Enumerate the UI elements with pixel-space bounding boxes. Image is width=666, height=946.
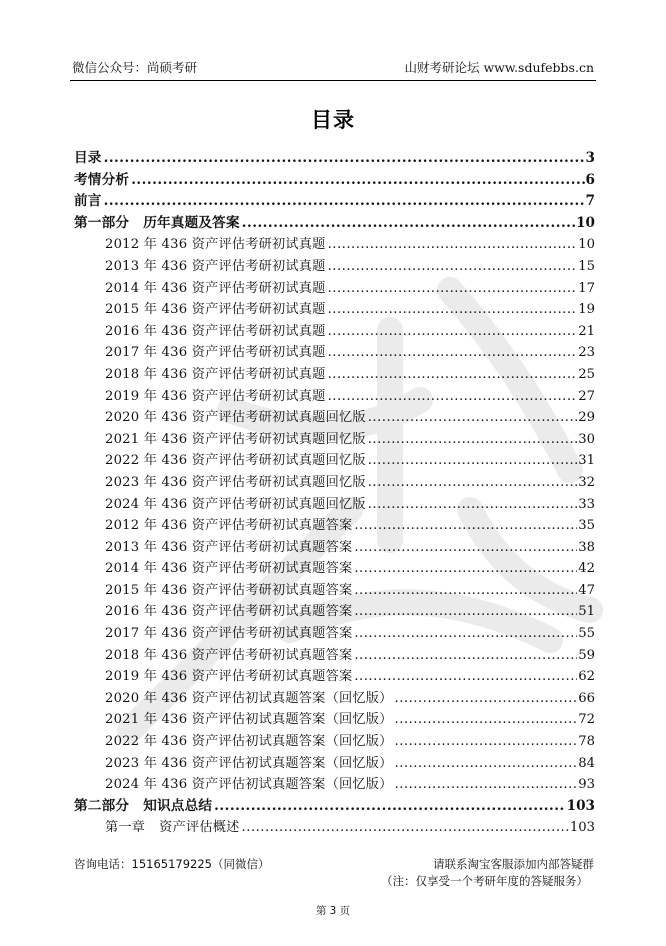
- toc-entry-page: 7: [585, 193, 595, 210]
- toc-entry[interactable]: [74, 645, 595, 667]
- toc-dot-leader: [354, 623, 577, 645]
- toc-dot-leader: [354, 645, 577, 667]
- toc-entry-page: 25: [578, 366, 595, 382]
- toc-entry-page: 6: [585, 171, 595, 188]
- toc-dot-leader: [328, 278, 578, 300]
- toc-dot-leader: [368, 472, 577, 494]
- toc-entry-page: 42: [578, 561, 595, 577]
- toc-entry[interactable]: [74, 386, 595, 408]
- toc-entry[interactable]: [74, 709, 595, 731]
- toc-entry-page: 93: [578, 777, 595, 793]
- toc-entry-page: 33: [578, 496, 595, 512]
- toc-dot-leader: [368, 494, 577, 516]
- toc-entry[interactable]: [74, 299, 595, 321]
- toc-entry-section: 第一部分: [74, 214, 130, 231]
- toc-entry-page: 10: [578, 237, 595, 253]
- toc-entry-page: 84: [578, 755, 595, 771]
- toc-entry-page: 51: [578, 604, 595, 620]
- toc-entry[interactable]: [74, 580, 595, 602]
- toc-dot-leader: [131, 170, 584, 192]
- toc-dot-leader: [104, 191, 585, 213]
- toc-dot-leader: [395, 774, 578, 796]
- toc-dot-leader: [242, 817, 569, 839]
- page-number: 第 3 页: [315, 905, 351, 917]
- toc-entry[interactable]: [74, 601, 595, 623]
- toc-entry-label: 2023 年 436 资产评估初试真题答案（回忆版）: [105, 755, 393, 771]
- toc-entry-label: 2014 年 436 资产评估考研初试真题: [105, 280, 326, 296]
- toc-entry-label: 2018 年 436 资产评估考研初试真题: [105, 366, 326, 382]
- toc-dot-leader: [328, 386, 578, 408]
- toc-entry-label: 2020 年 436 资产评估考研初试真题回忆版: [105, 410, 366, 426]
- toc-entry-page: 47: [578, 582, 595, 598]
- toc-entry-page: 35: [578, 518, 595, 534]
- toc-entry-label: 2013 年 436 资产评估考研初试真题答案: [105, 539, 353, 555]
- toc-entry[interactable]: [74, 234, 595, 256]
- toc-entry[interactable]: [74, 170, 595, 192]
- toc-dot-leader: [354, 537, 577, 559]
- toc-entry-section: 第二部分: [74, 797, 130, 814]
- toc-entry[interactable]: [74, 623, 595, 645]
- toc-entry[interactable]: [74, 494, 595, 516]
- toc-entry-label: 2017 年 436 资产评估考研初试真题: [105, 345, 326, 361]
- page-header: [72, 58, 594, 76]
- toc-dot-leader: [104, 148, 585, 170]
- toc-dot-leader: [354, 580, 577, 602]
- toc-entry-label: 2019 年 436 资产评估考研初试真题答案: [105, 669, 353, 685]
- toc-dot-leader: [328, 299, 578, 321]
- toc-entry-page: 78: [578, 734, 595, 750]
- toc-entry-page: 32: [578, 474, 595, 490]
- toc-entry[interactable]: [74, 753, 595, 775]
- toc-entry-page: 3: [585, 150, 595, 166]
- table-of-contents: [74, 148, 595, 839]
- toc-entry[interactable]: [74, 407, 595, 429]
- toc-entry-page: 38: [578, 539, 595, 555]
- header-rule: [70, 80, 596, 81]
- toc-entry[interactable]: [74, 191, 595, 213]
- toc-entry[interactable]: [74, 515, 595, 537]
- toc-entry-label: 2013 年 436 资产评估考研初试真题: [105, 258, 326, 274]
- toc-entry[interactable]: [74, 537, 595, 559]
- toc-entry-page: 62: [578, 669, 595, 685]
- toc-entry-label: [74, 796, 212, 818]
- toc-entry[interactable]: [74, 213, 595, 235]
- toc-dot-leader: [214, 796, 565, 818]
- toc-entry[interactable]: [74, 450, 595, 472]
- toc-entry-page: 30: [578, 431, 595, 447]
- toc-entry[interactable]: [74, 321, 595, 343]
- toc-entry[interactable]: [74, 688, 595, 710]
- toc-entry-label: 2016 年 436 资产评估考研初试真题: [105, 323, 326, 339]
- toc-entry[interactable]: [74, 256, 595, 278]
- toc-entry[interactable]: [74, 817, 595, 839]
- toc-entry-label: 2012 年 436 资产评估考研初试真题答案: [105, 518, 353, 534]
- header-left-text: 微信公众号：尚硕考研: [72, 60, 198, 75]
- toc-entry-page: 15: [578, 258, 595, 274]
- toc-entry-label: 2020 年 436 资产评估初试真题答案（回忆版）: [105, 690, 393, 706]
- toc-dot-leader: [395, 688, 578, 710]
- toc-dot-leader: [328, 342, 578, 364]
- toc-entry[interactable]: [74, 558, 595, 580]
- toc-entry[interactable]: [74, 472, 595, 494]
- toc-dot-leader: [354, 601, 577, 623]
- toc-entry-page: 17: [578, 280, 595, 296]
- toc-entry-label: [74, 213, 240, 235]
- toc-entry-label: 2024 年 436 资产评估考研初试真题回忆版: [105, 496, 366, 512]
- header-right-text: 山财考研论坛 www.sdufebbs.cn: [404, 60, 594, 75]
- toc-entry-page: 19: [578, 302, 595, 318]
- toc-entry-heading: 历年真题及答案: [143, 214, 240, 231]
- toc-entry-label: 2019 年 436 资产评估考研初试真题: [105, 388, 326, 404]
- footer-phone: 咨询电话：15165179225（同微信）: [74, 857, 270, 871]
- toc-entry-label: 2021 年 436 资产评估考研初试真题回忆版: [105, 431, 366, 447]
- toc-entry-label: 2015 年 436 资产评估考研初试真题: [105, 302, 326, 318]
- toc-entry-page: 21: [578, 323, 595, 339]
- toc-entry-label: 2021 年 436 资产评估初试真题答案（回忆版）: [105, 712, 393, 728]
- toc-entry-label: [105, 817, 240, 839]
- toc-entry-label: 2022 年 436 资产评估考研初试真题回忆版: [105, 453, 366, 469]
- toc-entry-label: 2016 年 436 资产评估考研初试真题答案: [105, 604, 353, 620]
- toc-entry-page: 66: [578, 690, 595, 706]
- toc-entry[interactable]: [74, 796, 595, 818]
- toc-dot-leader: [328, 256, 578, 278]
- page-title: 目录: [311, 107, 355, 132]
- toc-entry-label: 2017 年 436 资产评估考研初试真题答案: [105, 626, 353, 642]
- toc-dot-leader: [354, 666, 577, 688]
- toc-dot-leader: [395, 709, 578, 731]
- toc-entry[interactable]: [74, 364, 595, 386]
- toc-entry-label: 2024 年 436 资产评估初试真题答案（回忆版）: [105, 777, 393, 793]
- toc-entry-label: 2015 年 436 资产评估考研初试真题答案: [105, 582, 353, 598]
- toc-dot-leader: [328, 321, 578, 343]
- toc-entry-page: 103: [566, 797, 595, 814]
- toc-dot-leader: [368, 407, 577, 429]
- toc-entry-page: 72: [578, 712, 595, 728]
- toc-entry-page: 55: [578, 626, 595, 642]
- toc-entry-page: 31: [578, 453, 595, 469]
- footer-contact: 请联系淘宝客服添加内部答疑群: [433, 857, 594, 871]
- toc-entry-label: 考情分析: [74, 171, 130, 188]
- page-footer: [74, 855, 594, 889]
- toc-entry-label: 2018 年 436 资产评估考研初试真题答案: [105, 647, 353, 663]
- toc-entry[interactable]: [74, 731, 595, 753]
- toc-dot-leader: [368, 429, 577, 451]
- toc-entry-label: 2023 年 436 资产评估考研初试真题回忆版: [105, 474, 366, 490]
- toc-entry-label: 目录: [74, 150, 102, 166]
- toc-dot-leader: [328, 234, 578, 256]
- toc-entry-section: 第一章: [105, 820, 146, 836]
- toc-entry-page: 27: [578, 388, 595, 404]
- toc-dot-leader: [354, 558, 577, 580]
- toc-entry-page: 23: [578, 345, 595, 361]
- toc-entry[interactable]: [74, 429, 595, 451]
- toc-dot-leader: [354, 515, 577, 537]
- toc-entry-heading: 资产评估概述: [159, 820, 240, 836]
- toc-entry[interactable]: [74, 666, 595, 688]
- toc-entry-page: 59: [578, 647, 595, 663]
- toc-dot-leader: [395, 731, 578, 753]
- toc-entry-page: 10: [576, 214, 595, 231]
- toc-dot-leader: [328, 364, 578, 386]
- toc-entry-page: 103: [569, 820, 595, 836]
- toc-entry-label: 2012 年 436 资产评估考研初试真题: [105, 237, 326, 253]
- toc-dot-leader: [242, 213, 575, 235]
- toc-entry[interactable]: [74, 774, 595, 796]
- toc-entry-label: 2022 年 436 资产评估初试真题答案（回忆版）: [105, 734, 393, 750]
- toc-entry-heading: 知识点总结: [143, 797, 213, 814]
- toc-entry-page: 29: [578, 410, 595, 426]
- toc-dot-leader: [395, 753, 578, 775]
- footer-note: （注：仅享受一个考研年度的答疑服务）: [381, 874, 588, 888]
- toc-entry[interactable]: [74, 148, 595, 170]
- toc-entry-label: 2014 年 436 资产评估考研初试真题答案: [105, 561, 353, 577]
- toc-entry[interactable]: [74, 342, 595, 364]
- toc-entry-label: 前言: [74, 193, 102, 210]
- toc-entry[interactable]: [74, 278, 595, 300]
- toc-dot-leader: [368, 450, 577, 472]
